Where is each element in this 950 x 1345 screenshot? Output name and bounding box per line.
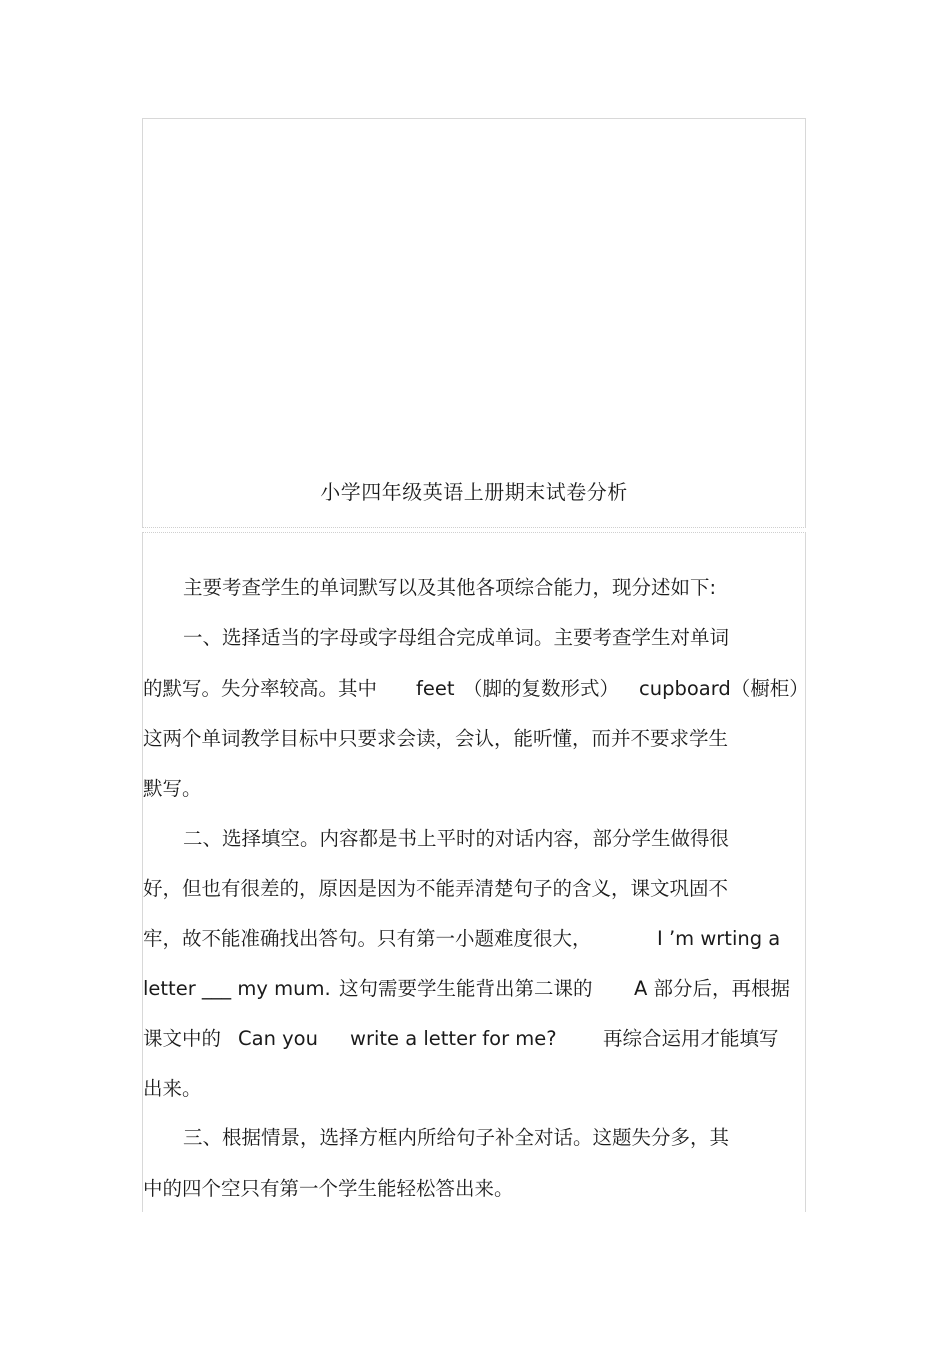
paragraph-line	[143, 974, 806, 1004]
paragraph-line	[143, 924, 806, 954]
text-segment: 课文中的	[143, 1027, 222, 1050]
paragraph-line: 主要考查学生的单词默写以及其他各项综合能力，现分述如下:	[183, 576, 717, 599]
text-segment: 这句需要学生能背出第二课的	[339, 977, 593, 1000]
paragraph-line: 二、选择填空。内容都是书上平时的对话内容，部分学生做得很	[183, 827, 730, 850]
text-segment: 牢，故不能准确找出答句。只有第一小题难度很大，	[143, 927, 592, 950]
paragraph-line	[143, 674, 809, 704]
text-segment: 再综合运用才能填写	[603, 1027, 779, 1050]
page-frame-top	[142, 118, 806, 528]
text-segment: Can you	[238, 1027, 318, 1050]
text-segment: letter ___ my mum.	[143, 977, 331, 1000]
paragraph-line: 一、选择适当的字母或字母组合完成单词。主要考查学生对单词	[183, 626, 730, 649]
paragraph-line: 好，但也有很差的，原因是因为不能弄清楚句子的含义，课文巩固不	[143, 877, 729, 900]
text-segment: 的默写。失分率较高。其中	[143, 677, 378, 700]
paragraph-line: 中的四个空只有第一个学生能轻松答出来。	[143, 1177, 514, 1200]
text-segment: write a letter for me?	[350, 1027, 557, 1050]
text-segment: feet	[416, 677, 455, 700]
text-segment: cupboard（橱柜）	[639, 677, 809, 700]
text-segment: I ’m wrting a	[657, 927, 781, 950]
paragraph-line	[143, 1024, 806, 1054]
paragraph-line: 出来。	[143, 1077, 202, 1100]
text-segment: A 部分后，再根据	[634, 977, 791, 1000]
paragraph-line: 默写。	[143, 777, 202, 800]
text-segment: （脚的复数形式）	[463, 677, 620, 700]
paragraph-line: 三、根据情景，选择方框内所给句子补全对话。这题失分多，其	[183, 1126, 730, 1149]
document-title: 小学四年级英语上册期末试卷分析	[320, 480, 628, 504]
paragraph-line: 这两个单词教学目标中只要求会读，会认，能听懂，而并不要求学生	[143, 727, 729, 750]
